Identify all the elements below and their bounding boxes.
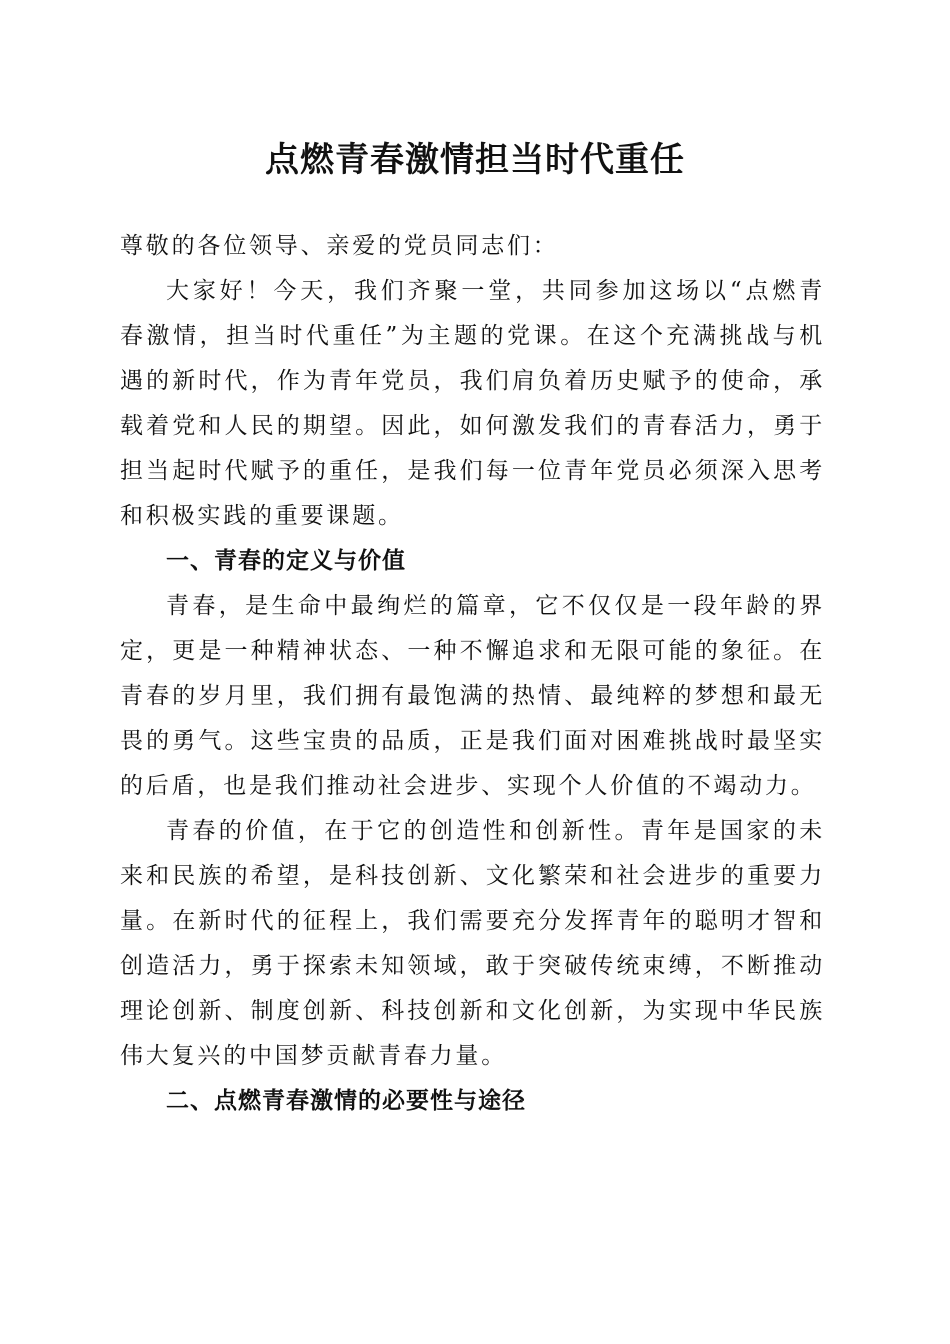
document-title: 点燃青春激情担当时代重任: [265, 140, 685, 180]
intro-paragraph: 大家好！今天，我们齐聚一堂，共同参加这场以“点燃青春激情，担当时代重任”为主题的党课。在这个充满挑战与机遇的新时代，作为青年党员，我们肩负着历史赋予的使命，承载着党和人民的期望。因此，如何激发我们的青春活力，勇于担当起时代赋予的重任，是我们每一位青年党员必须深入思考和积极实践的重要课题。: [120, 278, 825, 529]
section-heading-1: 一、青春的定义与价值: [166, 548, 406, 574]
document-body: [120, 224, 825, 1124]
section1-paragraph-1: 青春，是生命中最绚烂的篇章，它不仅仅是一段年龄的界定，更是一种精神状态、一种不懈追求和无限可能的象征。在青春的岁月里，我们拥有最饱满的热情、最纯粹的梦想和最无畏的勇气。这些宝贵的品质，正是我们面对困难挑战时最坚实的后盾，也是我们推动社会进步、实现个人价值的不竭动力。: [120, 593, 825, 799]
section1-paragraph-2: 青春的价值，在于它的创造性和创新性。青年是国家的未来和民族的希望，是科技创新、文化繁荣和社会进步的重要力量。在新时代的征程上，我们需要充分发挥青年的聪明才智和创造活力，勇于探索未知领域，敢于突破传统束缚，不断推动理论创新、制度创新、科技创新和文化创新，为实现中华民族伟大复兴的中国梦贡献青春力量。: [120, 818, 825, 1069]
salutation: 尊敬的各位领导、亲爱的党员同志们：: [120, 233, 559, 259]
section-heading-2: 二、点燃青春激情的必要性与途径: [166, 1088, 526, 1114]
